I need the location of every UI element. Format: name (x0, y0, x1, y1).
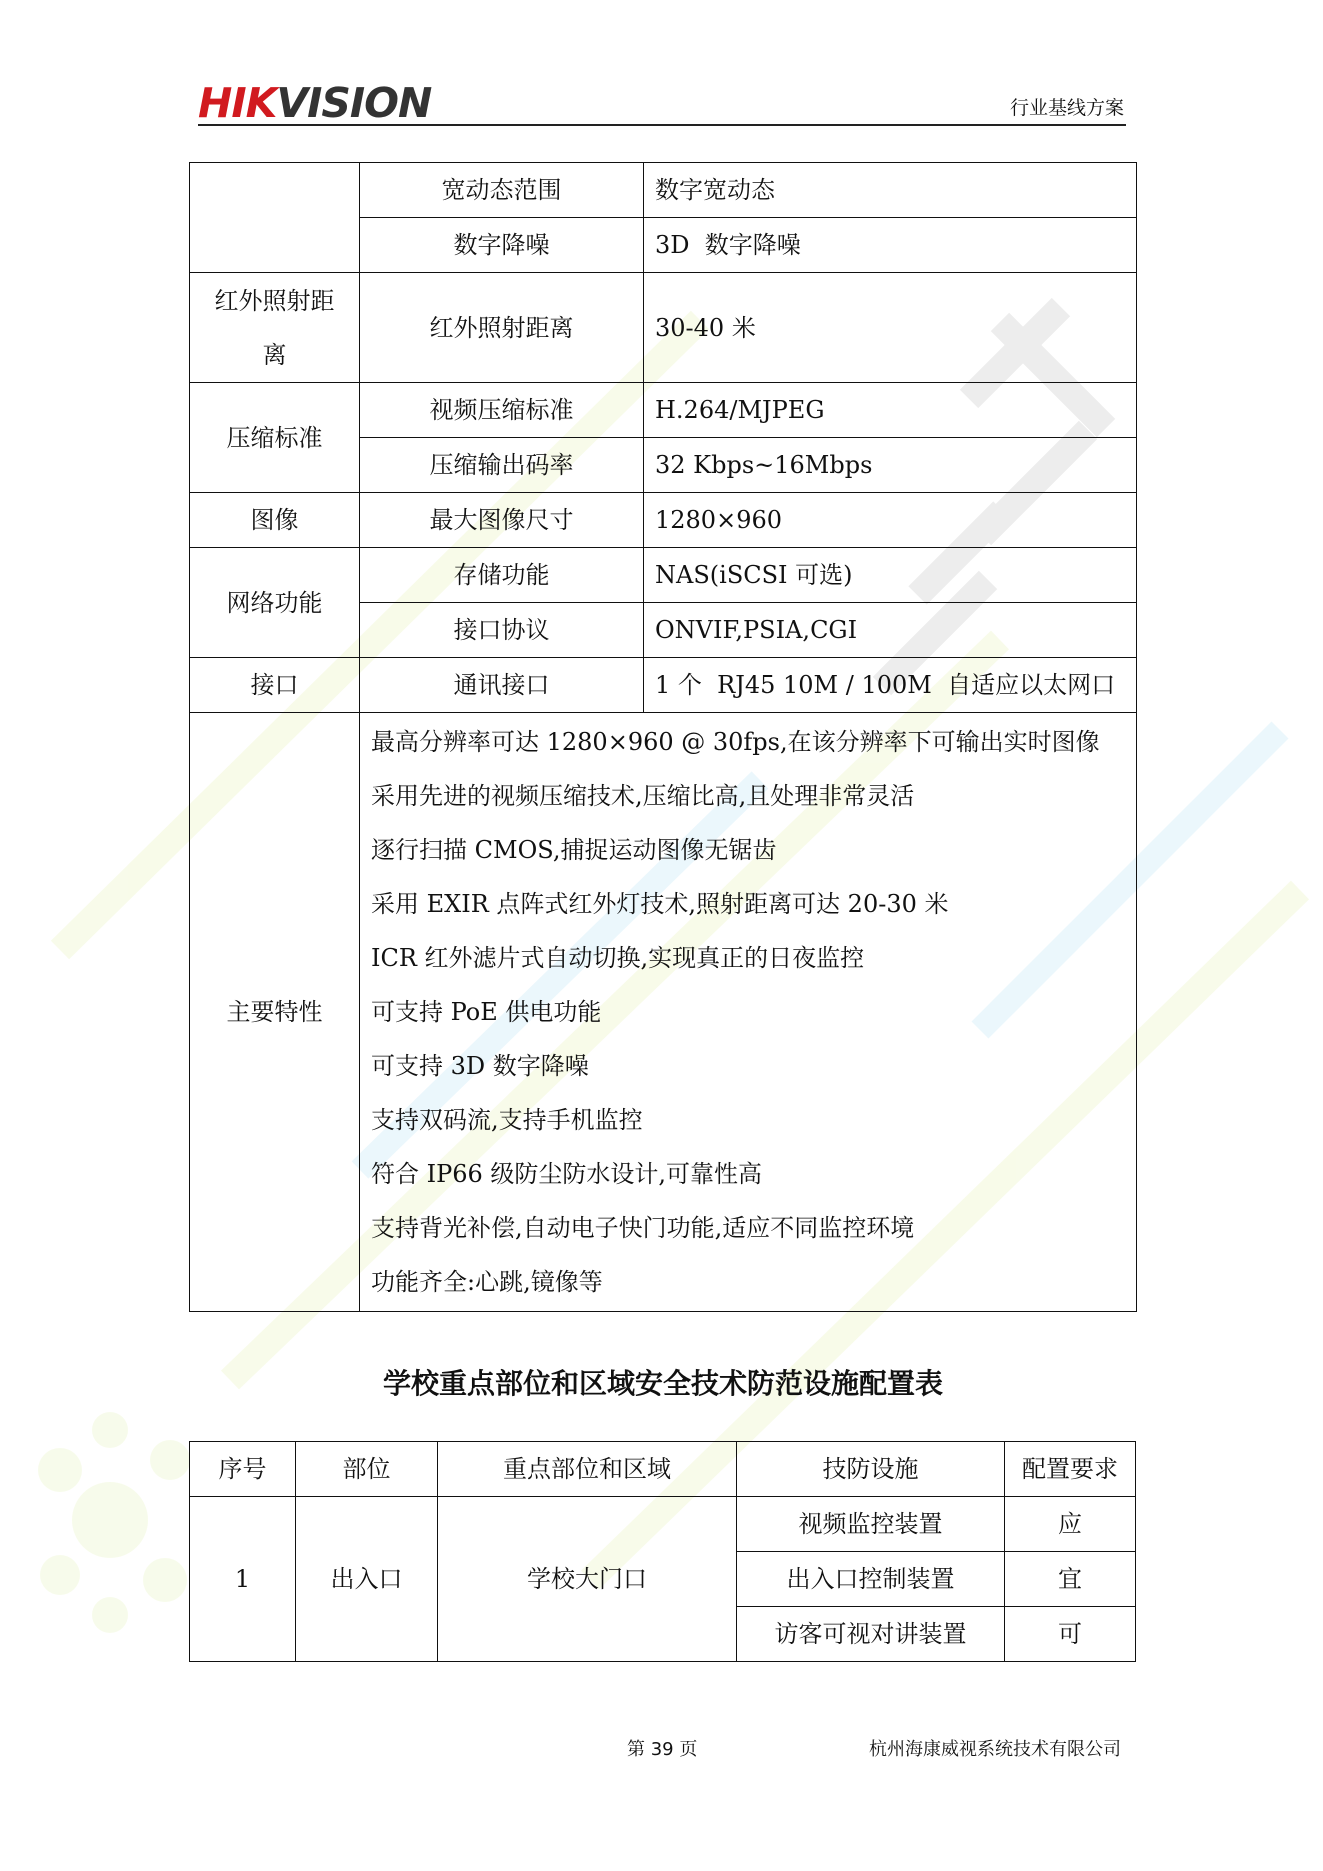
spec-value: NAS(iSCSI 可选) (644, 548, 1137, 603)
feature-item: 支持背光补偿,自动电子快门功能,适应不同监控环境 (371, 1214, 915, 1242)
category-cell: 接口 (190, 658, 360, 713)
table-row (190, 383, 1137, 438)
feature-item: 功能齐全:心跳,镜像等 (371, 1268, 603, 1296)
logo-part-red: HIK (198, 79, 277, 127)
spec-name: 接口协议 (360, 603, 644, 658)
feature-item: 符合 IP66 级防尘防水设计,可靠性高 (371, 1160, 763, 1188)
hikvision-logo (198, 80, 431, 126)
spec-name: 通讯接口 (360, 658, 644, 713)
config-table (189, 1441, 1136, 1662)
spec-value: 32 Kbps~16Mbps (644, 438, 1137, 493)
spec-name: 视频压缩标准 (360, 383, 644, 438)
logo-part-gray: VISION (276, 79, 432, 127)
table-row (190, 548, 1137, 603)
spec-value: 30-40 米 (644, 273, 1137, 383)
spec-value: ONVIF,PSIA,CGI (644, 603, 1137, 658)
table-header-row (190, 1442, 1136, 1497)
requirement-cell: 应 (1005, 1497, 1136, 1552)
category-cell: 图像 (190, 493, 360, 548)
table-row (190, 493, 1137, 548)
spec-name: 红外照射距离 (360, 273, 644, 383)
feature-item: ICR 红外滤片式自动切换,实现真正的日夜监控 (371, 944, 865, 972)
category-line: 离 (262, 340, 287, 369)
column-header: 重点部位和区域 (438, 1442, 737, 1497)
facility-cell: 访客可视对讲装置 (737, 1607, 1005, 1662)
column-header: 序号 (190, 1442, 296, 1497)
feature-item: 采用先进的视频压缩技术,压缩比高,且处理非常灵活 (371, 782, 915, 810)
spec-name: 存储功能 (360, 548, 644, 603)
spec-value: H.264/MJPEG (644, 383, 1137, 438)
requirement-cell: 可 (1005, 1607, 1136, 1662)
column-header: 部位 (296, 1442, 438, 1497)
table-row (190, 713, 1137, 1312)
index-cell: 1 (190, 1497, 296, 1662)
spec-value: 1 个 RJ45 10M / 100M 自适应以太网口 (644, 658, 1137, 713)
requirement-cell: 宜 (1005, 1552, 1136, 1607)
page-number: 第 39 页 (627, 1739, 698, 1760)
section-title: 学校重点部位和区域安全技术防范设施配置表 (382, 1367, 943, 1400)
feature-item: 最高分辨率可达 1280×960 @ 30fps,在该分辨率下可输出实时图像 (371, 728, 1100, 756)
features-cell (360, 713, 1137, 1312)
category-cell (190, 273, 360, 383)
table-row (190, 163, 1137, 218)
spec-table (189, 162, 1137, 1312)
table-row (190, 1497, 1136, 1552)
footer-company: 杭州海康威视系统技术有限公司 (869, 1739, 1121, 1760)
category-cell: 压缩标准 (190, 383, 360, 493)
spec-name: 宽动态范围 (360, 163, 644, 218)
spec-name: 数字降噪 (360, 218, 644, 273)
feature-item: 支持双码流,支持手机监控 (371, 1106, 643, 1134)
category-cell-empty (190, 163, 360, 273)
spec-value: 数字宽动态 (644, 163, 1137, 218)
category-line: 红外照射距 (214, 286, 335, 315)
table-row (190, 658, 1137, 713)
spec-name: 压缩输出码率 (360, 438, 644, 493)
facility-cell: 出入口控制装置 (737, 1552, 1005, 1607)
spec-value: 1280×960 (644, 493, 1137, 548)
header-doc-title: 行业基线方案 (1009, 97, 1124, 119)
table-row (190, 273, 1137, 383)
feature-item: 逐行扫描 CMOS,捕捉运动图像无锯齿 (371, 836, 777, 864)
column-header: 配置要求 (1005, 1442, 1136, 1497)
feature-item: 可支持 PoE 供电功能 (371, 998, 602, 1026)
category-cell: 主要特性 (190, 713, 360, 1312)
column-header: 技防设施 (737, 1442, 1005, 1497)
location-cell: 出入口 (296, 1497, 438, 1662)
page-header (198, 79, 1126, 127)
feature-item: 采用 EXIR 点阵式红外灯技术,照射距离可达 20-30 米 (371, 890, 949, 918)
spec-value: 3D 数字降噪 (644, 218, 1137, 273)
category-cell: 网络功能 (190, 548, 360, 658)
spec-name: 最大图像尺寸 (360, 493, 644, 548)
feature-item: 可支持 3D 数字降噪 (371, 1052, 589, 1080)
area-cell: 学校大门口 (438, 1497, 737, 1662)
facility-cell: 视频监控装置 (737, 1497, 1005, 1552)
